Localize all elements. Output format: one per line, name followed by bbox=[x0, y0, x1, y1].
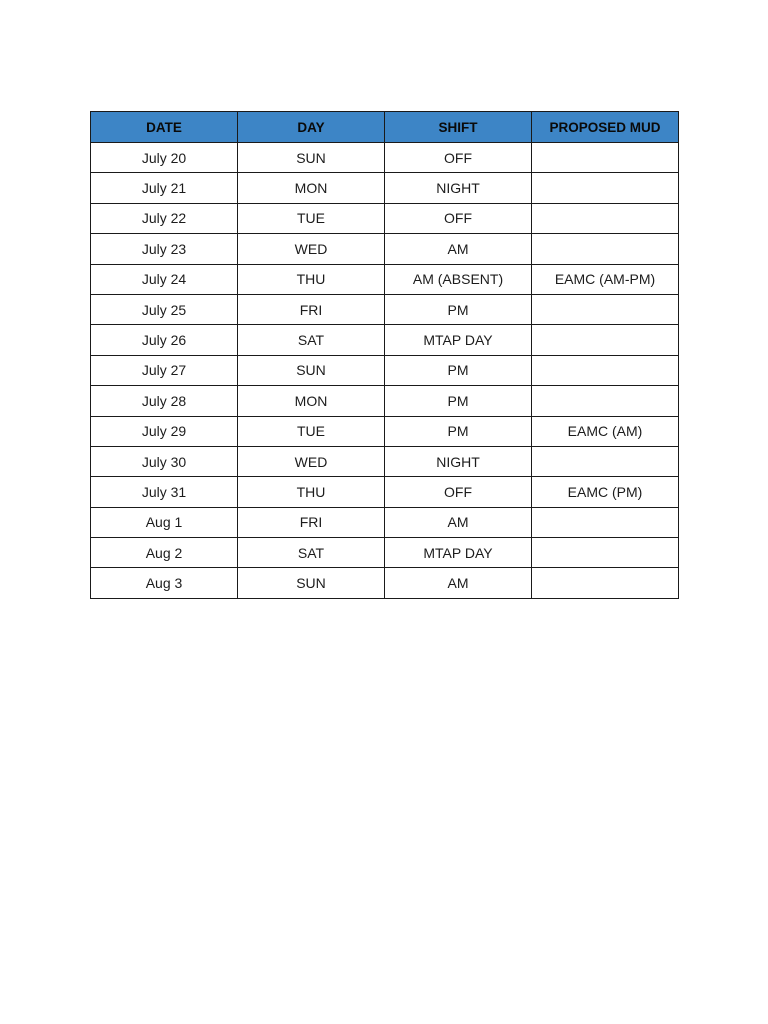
shift-cell: PM bbox=[385, 294, 532, 324]
date-cell: July 23 bbox=[91, 234, 238, 264]
table-row bbox=[91, 264, 679, 294]
table-row bbox=[91, 143, 679, 173]
schedule-table bbox=[90, 111, 679, 599]
table-row bbox=[91, 507, 679, 537]
date-cell: July 24 bbox=[91, 264, 238, 294]
shift-cell: PM bbox=[385, 386, 532, 416]
date-cell: July 20 bbox=[91, 143, 238, 173]
header-row bbox=[91, 112, 679, 143]
day-cell: MON bbox=[238, 173, 385, 203]
day-cell: SAT bbox=[238, 325, 385, 355]
column-header-date: DATE bbox=[91, 112, 238, 143]
date-cell: Aug 1 bbox=[91, 507, 238, 537]
proposed-mud-cell bbox=[532, 507, 679, 537]
column-header-day: DAY bbox=[238, 112, 385, 143]
table-body bbox=[91, 143, 679, 599]
date-cell: July 29 bbox=[91, 416, 238, 446]
date-cell: July 30 bbox=[91, 446, 238, 476]
date-cell: July 27 bbox=[91, 355, 238, 385]
table-row bbox=[91, 446, 679, 476]
column-header-shift: SHIFT bbox=[385, 112, 532, 143]
table-row bbox=[91, 538, 679, 568]
proposed-mud-cell bbox=[532, 203, 679, 233]
shift-cell: AM bbox=[385, 507, 532, 537]
shift-cell: OFF bbox=[385, 477, 532, 507]
shift-cell: MTAP DAY bbox=[385, 538, 532, 568]
proposed-mud-cell bbox=[532, 143, 679, 173]
shift-cell: MTAP DAY bbox=[385, 325, 532, 355]
proposed-mud-cell bbox=[532, 568, 679, 598]
proposed-mud-cell bbox=[532, 446, 679, 476]
proposed-mud-cell: EAMC (AM-PM) bbox=[532, 264, 679, 294]
date-cell: Aug 3 bbox=[91, 568, 238, 598]
date-cell: Aug 2 bbox=[91, 538, 238, 568]
shift-cell: OFF bbox=[385, 143, 532, 173]
proposed-mud-cell bbox=[532, 386, 679, 416]
shift-cell: PM bbox=[385, 355, 532, 385]
day-cell: MON bbox=[238, 386, 385, 416]
table-row bbox=[91, 477, 679, 507]
table-row bbox=[91, 568, 679, 598]
day-cell: SUN bbox=[238, 355, 385, 385]
table-row bbox=[91, 203, 679, 233]
day-cell: THU bbox=[238, 477, 385, 507]
date-cell: July 26 bbox=[91, 325, 238, 355]
proposed-mud-cell bbox=[532, 234, 679, 264]
day-cell: TUE bbox=[238, 416, 385, 446]
proposed-mud-cell bbox=[532, 355, 679, 385]
column-header-proposed-mud: PROPOSED MUD bbox=[532, 112, 679, 143]
table-row bbox=[91, 325, 679, 355]
shift-cell: NIGHT bbox=[385, 173, 532, 203]
table-row bbox=[91, 386, 679, 416]
shift-cell: AM (ABSENT) bbox=[385, 264, 532, 294]
shift-cell: OFF bbox=[385, 203, 532, 233]
day-cell: FRI bbox=[238, 507, 385, 537]
table-row bbox=[91, 355, 679, 385]
table-row bbox=[91, 234, 679, 264]
proposed-mud-cell: EAMC (AM) bbox=[532, 416, 679, 446]
day-cell: THU bbox=[238, 264, 385, 294]
shift-cell: PM bbox=[385, 416, 532, 446]
day-cell: SAT bbox=[238, 538, 385, 568]
table-row bbox=[91, 416, 679, 446]
shift-cell: AM bbox=[385, 568, 532, 598]
date-cell: July 22 bbox=[91, 203, 238, 233]
date-cell: July 31 bbox=[91, 477, 238, 507]
table-row bbox=[91, 173, 679, 203]
shift-cell: AM bbox=[385, 234, 532, 264]
table-header bbox=[91, 112, 679, 143]
proposed-mud-cell bbox=[532, 538, 679, 568]
proposed-mud-cell bbox=[532, 325, 679, 355]
proposed-mud-cell bbox=[532, 173, 679, 203]
shift-cell: NIGHT bbox=[385, 446, 532, 476]
date-cell: July 21 bbox=[91, 173, 238, 203]
date-cell: July 25 bbox=[91, 294, 238, 324]
day-cell: SUN bbox=[238, 143, 385, 173]
day-cell: WED bbox=[238, 234, 385, 264]
day-cell: WED bbox=[238, 446, 385, 476]
proposed-mud-cell bbox=[532, 294, 679, 324]
day-cell: TUE bbox=[238, 203, 385, 233]
table-row bbox=[91, 294, 679, 324]
date-cell: July 28 bbox=[91, 386, 238, 416]
day-cell: SUN bbox=[238, 568, 385, 598]
proposed-mud-cell: EAMC (PM) bbox=[532, 477, 679, 507]
day-cell: FRI bbox=[238, 294, 385, 324]
